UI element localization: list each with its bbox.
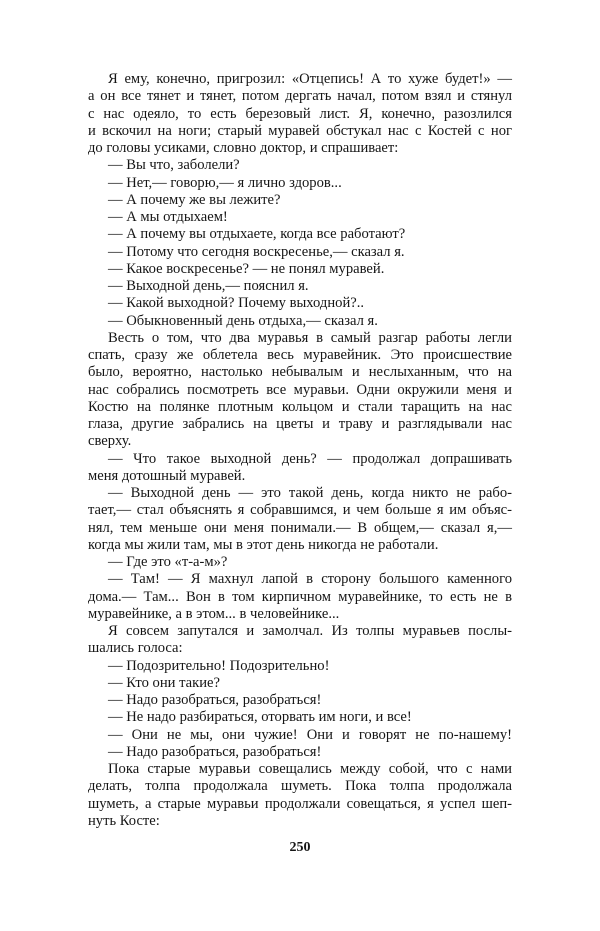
text-line: нас собрались посмотреть все муравьи. Одни окружили меня и <box>88 381 512 398</box>
dialogue-line: — Там! — Я махнул лапой в сторону большого каменного <box>108 571 512 588</box>
text-line: шались голоса: <box>88 640 183 657</box>
dialogue-line: — Выходной день — это такой день, когда никто не рабо- <box>108 485 512 501</box>
text-line: Я ему, конечно, пригрозил: «Отцепись! А то хуже будет!» — <box>108 71 512 87</box>
text-line: Костю на полянке плотным кольцом и стали таращить на нас <box>88 398 512 415</box>
text-line: шуметь, а старые муравьи продолжали совещаться, я успел шеп- <box>88 795 512 812</box>
text-line: тает,— стал объяснять я собравшимся, и чем больше я им объяс- <box>88 502 512 519</box>
text-line: Пока старые муравьи совещались между собой, что с нами <box>108 761 512 777</box>
text-line: нуть Косте: <box>88 812 160 829</box>
text-line: до головы усиками, словно доктор, и спрашивает: <box>88 140 399 156</box>
text-line: Я совсем запутался и замолчал. Из толпы муравьев послы- <box>108 623 512 639</box>
text-line: спать, сразу же облетела весь муравейник. Это происшествие <box>88 347 512 363</box>
text-line: и вскочил на ноги; старый муравей обстукал нас с Костей с ног <box>88 122 512 139</box>
dialogue-line: — Где это «т-а-м»? <box>108 554 228 570</box>
dialogue-line: — Подозрительно! Подозрительно! <box>108 657 330 674</box>
text-line: муравейнике, а в этом... в человейнике... <box>88 605 340 622</box>
page-number: 250 <box>289 840 311 855</box>
dialogue-line: — Не надо разбираться, оторвать им ноги, и все! <box>108 709 412 726</box>
text-line: с нас одеяло, то есть березовый лист. Я, конечно, разозлился <box>88 105 512 122</box>
dialogue-line: — Потому что сегодня воскресенье,— сказал я. <box>108 243 405 260</box>
dialogue-line: — Выходной день,— пояснил я. <box>108 278 309 294</box>
dialogue-line: — А почему же вы лежите? <box>108 191 281 208</box>
text-line: Весть о том, что два муравья в самый разгар работы легли <box>108 329 512 346</box>
dialogue-line: — Какой выходной? Почему выходной?.. <box>108 295 365 312</box>
dialogue-line: — Кто они такие? <box>108 674 221 691</box>
dialogue-line: — Они не мы, они чужие! Они и говорят не по-нашему! <box>108 726 512 743</box>
text-line: когда мы жили там, мы в этот день никогда не работали. <box>88 536 439 553</box>
dialogue-line: — Обыкновенный день отдыха,— сказал я. <box>108 312 378 329</box>
text-line: сверху. <box>88 433 132 450</box>
text-line: дома.— Там... Вон в том кирпичном муравейнике, то есть не в <box>88 588 512 605</box>
text-line: было, вероятно, настолько небывалым и неслыханным, что на <box>88 364 512 381</box>
dialogue-line: — Надо разобраться, разобраться! <box>108 743 322 760</box>
dialogue-line: — Вы что, заболели? <box>108 157 240 174</box>
text-line: меня дотошный муравей. <box>88 467 246 484</box>
dialogue-line: — Надо разобраться, разобраться! <box>108 692 322 708</box>
page-text <box>88 71 512 830</box>
text-line: нял, тем меньше они меня понимали.— В общем,— сказал я,— <box>88 519 512 536</box>
dialogue-line: — А почему вы отдыхаете, когда все работают? <box>108 226 406 243</box>
dialogue-line: — Нет,— говорю,— я лично здоров... <box>108 174 342 191</box>
text-line: делать, толпа продолжала шуметь. Пока толпа продолжала <box>88 778 512 795</box>
text-line: а он все тянет и тянет, потом дергать начал, потом взял и стянул <box>88 88 512 105</box>
dialogue-line: — Что такое выходной день? — продолжал допрашивать <box>108 450 512 467</box>
dialogue-line: — А мы отдыхаем! <box>108 209 228 225</box>
text-line: глаза, другие забрались на цветы и траву и разглядывали нас <box>88 416 512 432</box>
dialogue-line: — Какое воскресенье? — не понял муравей. <box>108 260 385 277</box>
